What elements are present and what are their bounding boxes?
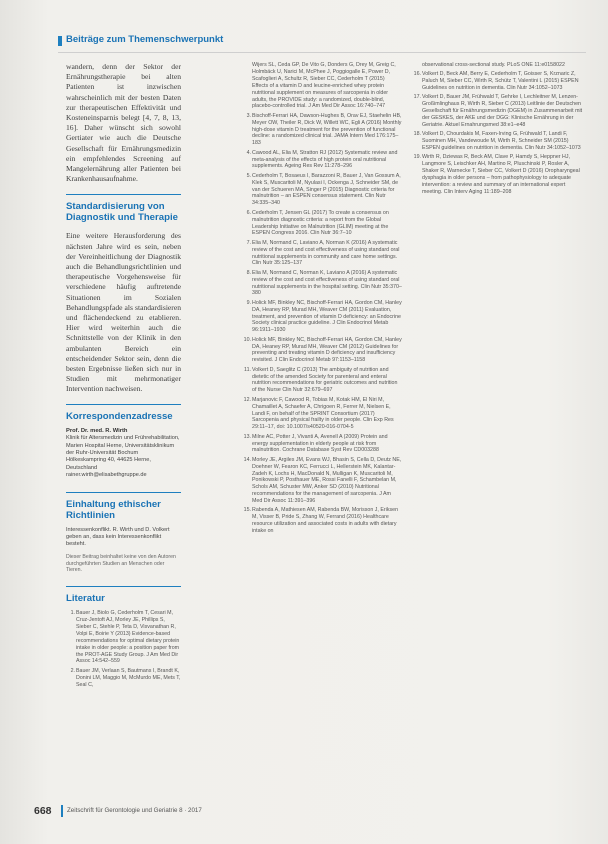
address-line: Hölkeskampring 40, 44625 Herne, Deutschland	[66, 457, 151, 471]
standardisierung-paragraph: Eine weitere Herausforderung des nächsten Jahre wird es sein, neben der Vereinheitlichung der Diagnostik auch die Behandlungsrichtlinien und therapeutische Vorgehensweise für verschiedene häufig auftretende Situationen im Sozialen Behandlungspfade als standardisieren und flächendeckend zu etablieren. Hier wird weiterhin auch die Schnittstelle von der Klinik in den ambulanten Bereich ein entscheidender Sektor sein, denn die besten Ergebnisse ließen sich nur in Studien mit mehrmonatiger Intervention nachweisen.	[66, 231, 181, 394]
heading-korrespondenz: Korrespondenzadresse	[66, 410, 173, 422]
column-1	[66, 62, 181, 691]
section-rule	[66, 586, 181, 587]
conflict-statement: Interessenkonflikt. R. Wirth und D. Volkert geben an, dass kein Interessenkonflikt besteht.	[66, 526, 170, 548]
reference-list	[412, 62, 587, 196]
reference-item: 14. Morley JE, Argiles JM, Evans WJ, Bhasin S, Cella D, Deutz NE, Doehner W, Fearon KC, Ferrucci L, Hellerstein MK, Kalantar-Zadeh K, Lochs H, MacDonald N, Mulligan K, Muscaritoli M, Ponikowski P, Posthauer ME, Rossi Fanelli F, Schambelan M, Schols AM, Schuster MW, Anker SD (2010) Nutritional recommendations for the management of sarcopenia. J Am Med Dir Assoc 11:391–396	[243, 456, 402, 505]
reference-item: 3. Bischoff-Ferrari HA, Dawson-Hughes B, Orav EJ, Staehelin HB, Meyer OW, Theiler R, Dick W, Willett WC, Egli A (2016) Monthly high-dose vitamin D treatment for the prevention of functional decline: a randomized clinical trial. JAMA Intern Med 176:175–183	[246, 112, 402, 147]
journal-citation: Zeitschrift für Gerontologie und Geriatrie 8 · 2017	[67, 807, 202, 814]
page-number: 668	[34, 805, 52, 817]
reference-item: 19. Wirth R, Dziewas R, Beck AM, Clave P, Hamdy S, Heppner HJ, Langmore S, Leischker AH, Martino R, Pluschinski P, Rosler A, Shaker R, Warnecke T, Sieber CC, Volkert D (2016) Oropharyngeal dysphagia in older persons – from pathophysiology to adequate intervention: a review and summary of an international expert meeting. Clin Interv Aging 11:189–208	[413, 154, 580, 195]
reference-list	[242, 62, 402, 535]
email-link[interactable]: rainer.wirth@elisabethgruppe.de	[66, 472, 147, 479]
page-footer	[34, 805, 574, 819]
heading-standardisierung: Standardisierung von Diagnostik und Therapie	[66, 201, 178, 224]
reference-item: 17. Volkert D, Bauer JM, Frühwald T, Gehrke I, Lechleitner M, Lenzen-Großimlinghaus R, Wirth R, Sieber C (2013) Leitlinie der Deutschen Gesellschaft für Ernährungsmedizin (DGEM) in Zusammenarbeit mit der GESKES, der AKE und der DGG: Klinische Ernährung in der Geriatrie. Aktuel Ernahrungsmed 38:e1–e48	[413, 94, 583, 129]
reference-item: observational cross-sectional study. PLoS ONE 11:e0158022	[422, 62, 565, 68]
reference-item: 6. Cederholm T, Jensen GL (2017) To create a consensus on malnutrition diagnostic criteria: a report from the Global Leadership Initiative on Malnutrition (GLIM) meeting at the ESPEN Congress 2016. Clin Nutr 36:7–10	[246, 209, 389, 237]
reference-item: 2. Bauer JM, Verlaan S, Bautmans I, Brandt K, Donini LM, Maggio M, McMurdo ME, Mets T, Seal C,	[70, 667, 181, 688]
running-header	[58, 34, 586, 48]
section-rule	[66, 194, 181, 195]
reference-item: 16. Volkert D, Beck AM, Berry E, Cederholm T, Goisser S, Krznaric Z, Paluch M, Sieber CC, Wirth R, Schütz T, Valentini L (2015) ESPEN Guidelines on nutrition in dementia. Clin Nutr 34:1052–1073	[413, 71, 579, 92]
reference-item: 18. Volkert D, Chourdakis M, Faxen-Irving G, Frühwald T, Landi F, Suominen MH, Vandewoude M, Wirth R, Schneider SM (2015) ESPEN guidelines on nutrition in dementia. Clin Nutr 34:1052–1073	[413, 131, 581, 152]
reference-item: 11. Volkert D, Saeglitz C (2013) The ambiguity of nutrition and dietetic of the amended Society for parenteral and enteral nutrition recommendations for geriatric outcomes and nutrition of the Nurse Clin Nutr 32:679–697	[244, 366, 398, 394]
section-rule	[66, 404, 181, 405]
reference-item: 4. Cawood AL, Elia M, Stratton RJ (2012) Systematic review and meta-analysis of the effects of high protein oral nutritional supplements. Ageing Res Rev 11:278–296	[246, 149, 398, 170]
heading-ethik: Einhaltung ethischer Richtlinien	[66, 498, 161, 521]
section-rule	[66, 492, 181, 493]
section-title: Beiträge zum Themenschwerpunkt	[66, 34, 224, 45]
reference-item: Wijers SL, Ceda GP, De Vito G, Donders G, Drey M, Greig C, Holmbäck U, Narici M, McPhee J, Poggiogalle E, Power D, Scafoglieri A, Schultz R, Sieber CC, Cederholm T (2015) Effects of a vitamin D and leucine-enriched whey protein nutritional supplement on measures of sarcopenia in older adults, the PROVIDE study: a randomized, double-blind, placebo-controlled trial. J Am Med Dir Assoc 16:740–747	[252, 62, 396, 110]
author-name: Prof. Dr. med. R. Wirth	[66, 427, 128, 434]
reference-item: 7. Elia M, Normand C, Laviano A, Norman K (2016) A systematic review of the cost and cost effectiveness of using standard oral nutritional supplements in community and care home settings. Clin Nutr 35:125–137	[246, 239, 400, 267]
header-divider	[58, 52, 586, 53]
reference-item: 1. Bauer J, Biolo G, Cederholm T, Cesari M, Cruz-Jentoft AJ, Morley JE, Phillips S, Sieber C, Stehle P, Teta D, Visvanathan R, Volpi E, Boirie Y (2013) Evidence-based recommendations for optimal dietary protein intake in older people: a position paper from the PROT-AGE Study Group. J Am Med Dir Assoc 14:542–559	[70, 610, 180, 665]
footer-accent-bar	[61, 805, 63, 817]
reference-item: 9. Holick MF, Binkley NC, Bischoff-Ferrari HA, Gordon CM, Hanley DA, Heaney RP, Murad MH, Weaver CM (2011) Evaluation, treatment, and prevention of vitamin D deficiency: an Endocrine Society clinical practice guideline. J Clin Endocrinol Metab 96:1911–1930	[246, 299, 402, 334]
ethics-note: Dieser Beitrag beinhaltet keine von den Autoren durchgeführten Studien an Menschen oder Tieren.	[66, 553, 176, 574]
address-line: Marien Hospital Herne, Universitätsklinikum	[66, 442, 175, 449]
address-line: Klinik für Altersmedizin und Frührehabilitation,	[66, 435, 180, 442]
reference-item: 8. Elia M, Normand C, Norman K, Laviano A (2016) A systematic review of the cost and cost effectiveness of using standard oral nutritional supplements in the hospital setting. Clin Nutr 35:370–380	[246, 269, 402, 297]
reference-item: 13. Milne AC, Potter J, Vivanti A, Avenell A (2009) Protein and energy supplementation in elderly people at risk from malnutrition. Cochrane Database Syst Rev CD003288	[243, 433, 388, 454]
reference-list	[66, 610, 181, 688]
column-2	[242, 62, 402, 537]
intro-paragraph: wandern, denn der Sektor der Ernährungstherapie bei alten Patienten ist inzwischen wahrscheinlich mit der besten Daten zur therapeutischen Effektivität und Kosteneinsparnis belegt [4, 7, 8, 13, 16]. Daher wünscht sich sowohl Gertiater wie auch die Deutsche Gesellschaft für Ernährungsmedizin ein empfehlendes Screening auf Mangelernährung aller Patienten bei Krankenhausaufnahme.	[66, 62, 181, 184]
header-accent-bar	[58, 36, 62, 46]
reference-item: 5. Cederholm T, Bosaeus I, Barazzoni R, Bauer J, Van Gossum A, Klek S, Muscaritoli M, Nyulasi I, Ockenga J, Schneider SM, de van der Schueren MA, Singer P (2015) Diagnostic criteria for malnutrition – an ESPEN consensus statement. Clin Nutr 34:335–340	[246, 172, 401, 207]
heading-literatur: Literatur	[66, 593, 105, 605]
reference-item: 10. Holick MF, Binkley NC, Bischoff-Ferrari HA, Gordon CM, Hanley DA, Heaney RP, Murad MH, Weaver CM (2012) Guidelines for preventing and treating vitamin D deficiency and insufficiency revisited. J Clin Endocrinol Metab 97:1153–1158	[243, 336, 402, 364]
column-3	[412, 62, 587, 198]
reference-item: 15. Rabenda A, Mathiesen AM, Rabenda BW, Morisson J, Eriksen M, Visser B, Pride S, Zhang W, Ferrand (2016) Healthcare resource utilization and associated costs in adults with dietary intake on	[243, 507, 399, 535]
address-line: der Ruhr-Universität Bochum	[66, 449, 139, 456]
reference-item: 12. Marjanovic F, Cawood R, Tobias M, Kotak HM, El Niri M, Chamaillet A, Schaefer A, Chrigoen R, Ferrer M, Nielsen E, Landi F, on behalf of the SPRINT Consortium (2017) Sarcopenia and physical frailty in older people. Clin Exp Res 29:11–17, doi: 10.1007/s40520-016-0704-5	[243, 396, 394, 431]
